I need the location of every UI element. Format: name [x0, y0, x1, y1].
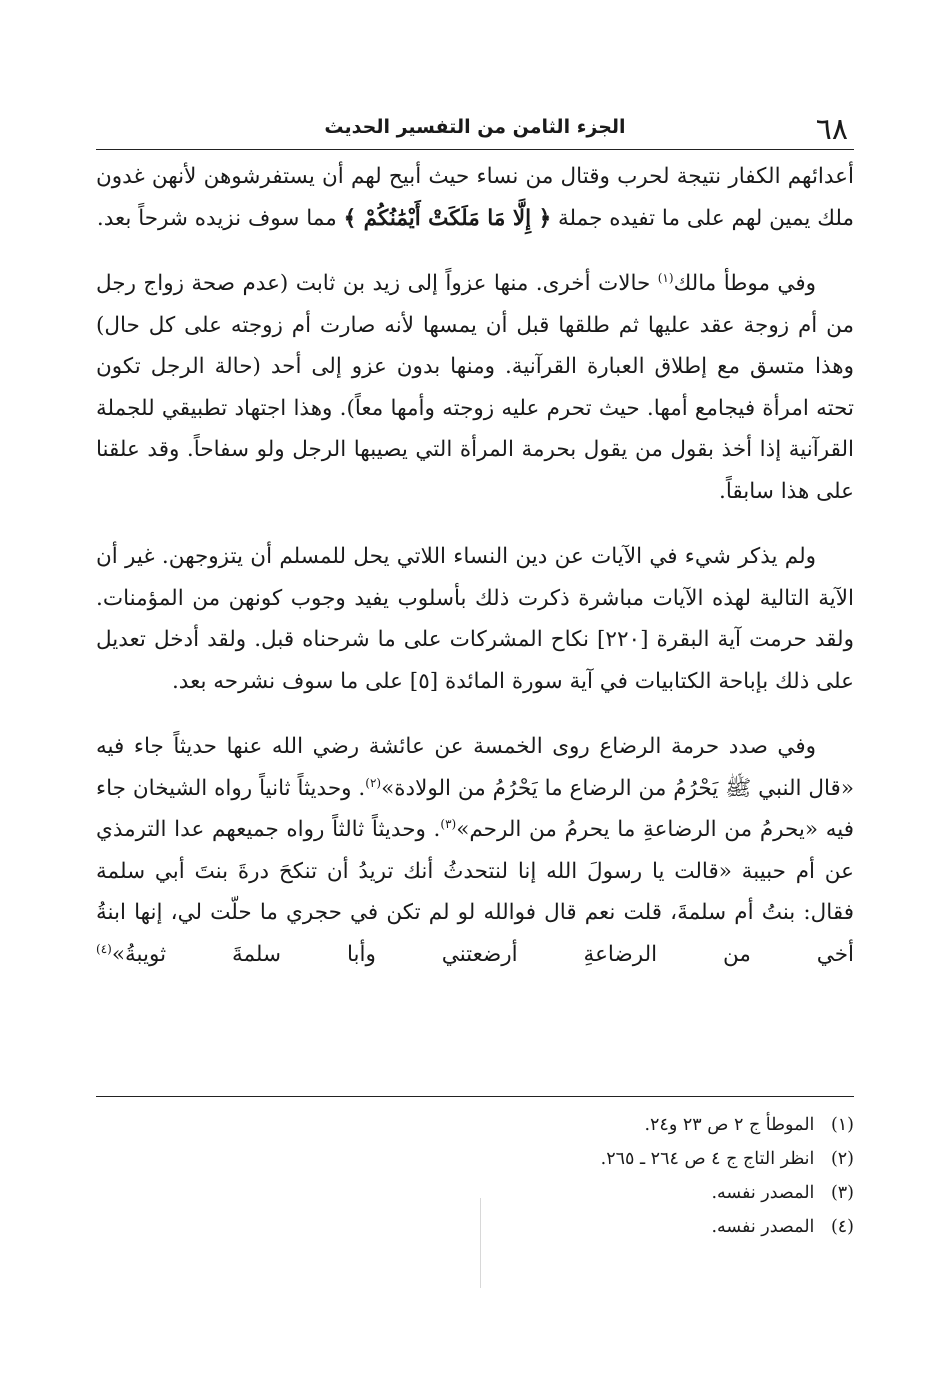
- paragraph-4-part-1: وفي صدد حرمة الرضاع روى الخمسة عن عائشة رضي الله عنها حديثاً جاء فيه «قال النبي ﷺ يَحْرُمُ من الرضاع ما يَحْرُمُ من الولادة»: [96, 734, 854, 801]
- footnote-text: الموطأ ج ٢ ص ٢٣ و٢٤.: [644, 1115, 815, 1135]
- footnote-item: [96, 1108, 854, 1142]
- paragraph-2-text-before: وفي موطأ مالك: [673, 271, 816, 296]
- footnote-ref-4[interactable]: (٤): [96, 941, 112, 956]
- footnote-number: (١): [830, 1115, 854, 1135]
- footnote-text: المصدر نفسه.: [711, 1217, 815, 1237]
- footnotes-list: [96, 1108, 854, 1244]
- footnote-number: (٢): [830, 1149, 854, 1169]
- running-title: الجزء الثامن من التفسير الحديث: [324, 116, 626, 138]
- paragraph-2: [96, 263, 854, 512]
- paragraph-1-text-before: أعدائهم الكفار نتيجة لحرب وقتال من نساء حيث أبيح لهم أن يستفرشوهن لأنهن غدون ملك يمين لهم على ما تفيده جملة: [96, 164, 854, 231]
- footnote-ref-1[interactable]: (١): [657, 270, 674, 285]
- footnote-number: (٣): [830, 1183, 854, 1203]
- footnote-text: المصدر نفسه.: [711, 1183, 815, 1203]
- footnote-item: [96, 1210, 854, 1244]
- paragraph-1-text-after: مما سوف نزيده شرحاً بعد.: [96, 205, 344, 231]
- footnote-ref-2[interactable]: (٢): [365, 775, 382, 790]
- footnote-number: (٤): [830, 1217, 854, 1237]
- footnote-rule: [96, 1096, 854, 1097]
- footnote-item: [96, 1142, 854, 1176]
- paragraph-1: [96, 156, 854, 239]
- paragraph-4-part-2: . وحديثاً ثانياً رواه الشيخان جاء فيه «يحرمُ من الرضاعةِ ما يحرمُ من الرحم»: [96, 775, 854, 842]
- footnote-text: انظر التاج ج ٤ ص ٢٦٤ ـ ٢٦٥.: [600, 1149, 815, 1169]
- quran-verse: ﴿ إِلَّا مَا مَلَكَتْ أَيْمَٰنُكُمْ ﴾: [343, 205, 552, 231]
- page-header: [96, 108, 854, 146]
- page-number: ٦٨: [815, 112, 848, 147]
- paragraph-3: ولم يذكر شيء في الآيات عن دين النساء اللاتي يحل للمسلم أن يتزوجهن. غير أن الآية التالية لهذه الآيات مباشرة ذكرت ذلك بأسلوب يفيد وجوب كونهن من المؤمنات. ولقد حرمت آية البقرة [٢٢٠] نكاح المشركات على ما شرحناه قبل. ولقد أدخل تعديل على ذلك بإباحة الكتابيات في آية سورة المائدة [٥] على ما سوف نشرحه بعد.: [96, 544, 854, 694]
- paragraph-4-part-3: . وحديثاً ثالثاً رواه جميعهم عدا الترمذي عن أم حبيبة «قالت يا رسولَ الله إنا لنتحدثُ أنك تريدُ أن تنكحَ درةَ بنتَ أبي سلمة فقال: بنتُ أم سلمةَ، قلت نعم قال فوالله لو لم تكن في حجري ما حلّت لي، إنها ابنةُ أخي من الرضاعةِ أرضعتني وأبا سلمةَ ثويبةُ»: [96, 817, 854, 967]
- paragraph-2-text-after: حالات أخرى. منها عزواً إلى زيد بن ثابت (عدم صحة زواج رجل من أم زوجة عقد عليها ثم طلقها قبل أن يمسها لأنه صارت أم زوجته على كل حال) وهذا متسق مع إطلاق العبارة القرآنية. ومنها بدون عزو إلى أحد (حالة الرجل تكون تحته امرأة فيجامع أمها. حيث تحرم عليه زوجته وأمها معاً). وهذا اجتهاد تطبيقي للجملة القرآنية إذا أخذ بقول من يقول بحرمة المرأة التي يصيبها الرجل ولو سفاحاً. وقد علقنا على هذا سابقاً.: [96, 271, 854, 504]
- footnote-item: [96, 1176, 854, 1210]
- main-text: [96, 156, 854, 999]
- paragraph-4: [96, 726, 854, 975]
- footnote-ref-3[interactable]: (٣): [440, 816, 457, 831]
- header-rule: [96, 149, 854, 150]
- page-crease-mark: [480, 1198, 481, 1288]
